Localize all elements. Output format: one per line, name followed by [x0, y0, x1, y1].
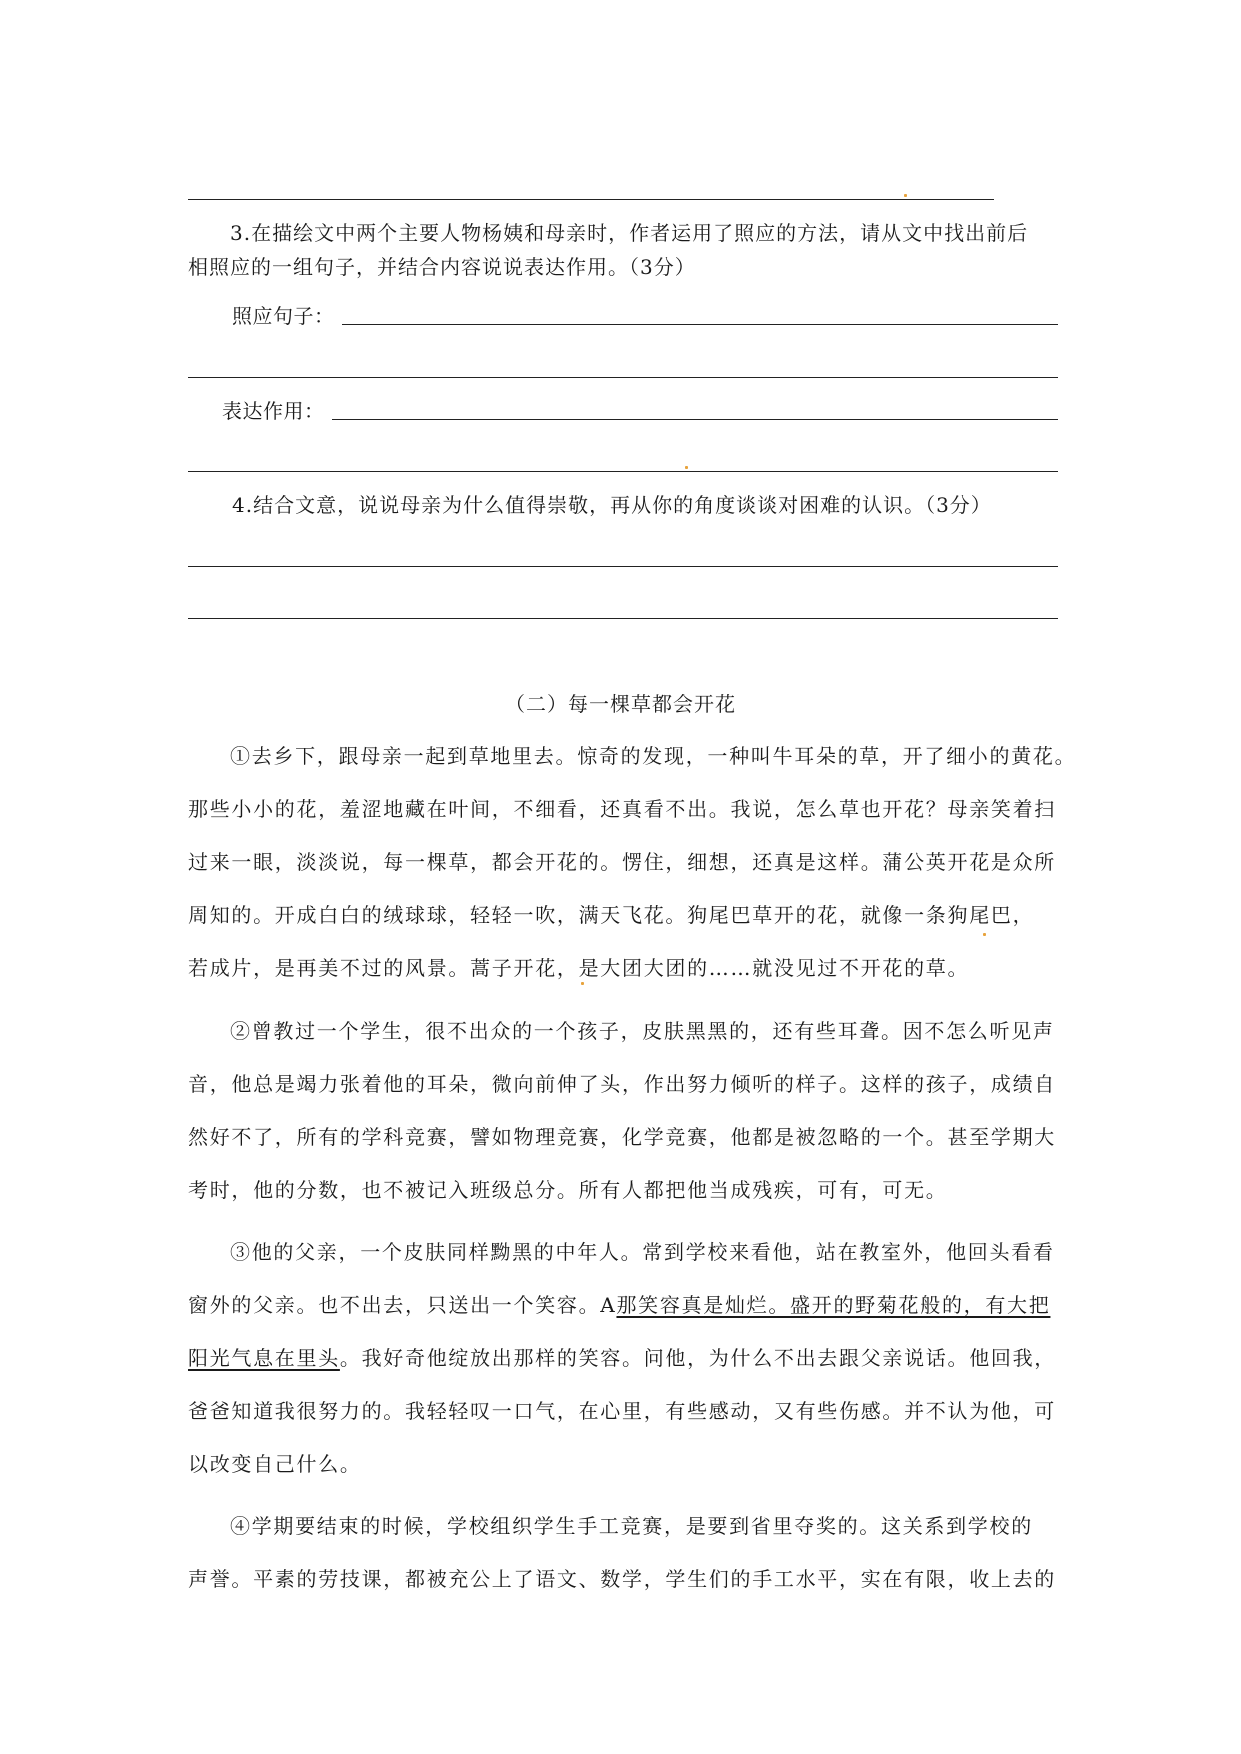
paragraph-line [188, 1343, 1058, 1396]
print-speck [581, 982, 584, 985]
print-speck [983, 933, 986, 936]
paragraph-3 [188, 1237, 1058, 1502]
paragraph-line: 爸爸知道我很努力的。我轻轻叹一口气，在心里，有些感动，又有些伤感。并不认为他，可 [188, 1399, 1056, 1423]
paragraph-1 [188, 741, 1077, 1006]
print-speck [685, 466, 688, 469]
paragraph-line: ④学期要结束的时候，学校组织学生手工竞赛，是要到省里夺奖的。这关系到学校的 [230, 1514, 1033, 1538]
question-4: 4.结合文意，说说母亲为什么值得崇敬，再从你的角度谈谈对困难的认识。（3分） [232, 493, 992, 517]
answer-line-q4-1[interactable] [188, 566, 1058, 567]
answer-line-sentences[interactable] [342, 324, 1058, 325]
story-title: （二）每一棵草都会开花 [505, 692, 736, 716]
paragraph-line: 若成片，是再美不过的风景。蒿子开花，是大团大团的……就没见过不开花的草。 [188, 956, 970, 980]
answer-line-effect[interactable] [332, 419, 1058, 420]
paragraph-line: ③他的父亲，一个皮肤同样黝黑的中年人。常到学校来看他，站在教室外，他回头看看 [230, 1240, 1055, 1264]
question-3 [188, 216, 1058, 284]
paragraph-4 [188, 1511, 1058, 1617]
answer-line-effect-2[interactable] [188, 471, 1058, 472]
label-expression-effect: 表达作用： [222, 399, 325, 423]
paragraph-line: 那些小小的花，羞涩地藏在叶间，不细看，还真看不出。我说，怎么草也开花？母亲笑着扫 [188, 797, 1056, 821]
answer-line-q4-2[interactable] [188, 618, 1058, 619]
paragraph-line: ①去乡下，跟母亲一起到草地里去。惊奇的发现，一种叫牛耳朵的草，开了细小的黄花。 [230, 744, 1077, 768]
paragraph-text: 。我好奇他绽放出那样的笑容。问他，为什么不出去跟父亲说话。他回我， [339, 1346, 1057, 1370]
paragraph-line [188, 1290, 1058, 1343]
underlined-sentence-a: 那笑容真是灿烂。盛开的野菊花般的，有大把 [616, 1293, 1051, 1317]
paragraph-line: 音，他总是竭力张着他的耳朵，微向前伸了头，作出努力倾听的样子。这样的孩子，成绩自 [188, 1072, 1056, 1096]
print-speck [904, 194, 907, 197]
underlined-sentence-a-end: 阳光气息在里头 [188, 1346, 340, 1370]
paragraph-line: 考时，他的分数，也不被记入班级总分。所有人都把他当成残疾，可有，可无。 [188, 1178, 948, 1202]
question-3-line-1: 3.在描绘文中两个主要人物杨姨和母亲时，作者运用了照应的方法，请从文中找出前后 [230, 221, 1029, 245]
answer-line-sentences-2[interactable] [188, 377, 1058, 378]
label-corresponding-sentences: 照应句子： [232, 304, 335, 328]
paragraph-line: 过来一眼，淡淡说，每一棵草，都会开花的。愣住，细想，还真是这样。蒲公英开花是众所 [188, 850, 1056, 874]
paragraph-line: 然好不了，所有的学科竞赛，譬如物理竞赛，化学竞赛，他都是被忽略的一个。甚至学期大 [188, 1125, 1056, 1149]
answer-line-top[interactable] [188, 199, 994, 200]
paragraph-line: 以改变自己什么。 [188, 1452, 362, 1476]
question-3-line-2: 相照应的一组句子，并结合内容说说表达作用。（3分） [188, 255, 696, 279]
paragraph-2 [188, 1016, 1058, 1228]
paragraph-line: 声誉。平素的劳技课，都被充公上了语文、数学，学生们的手工水平，实在有限，收上去的 [188, 1567, 1056, 1591]
paragraph-line: 周知的。开成白白的绒球球，轻轻一吹，满天飞花。狗尾巴草开的花，就像一条狗尾巴， [188, 903, 1035, 927]
paragraph-text: 窗外的父亲。也不出去，只送出一个笑容。A [188, 1293, 617, 1317]
paragraph-line: ②曾教过一个学生，很不出众的一个孩子，皮肤黑黑的，还有些耳聋。因不怎么听见声 [230, 1019, 1055, 1043]
